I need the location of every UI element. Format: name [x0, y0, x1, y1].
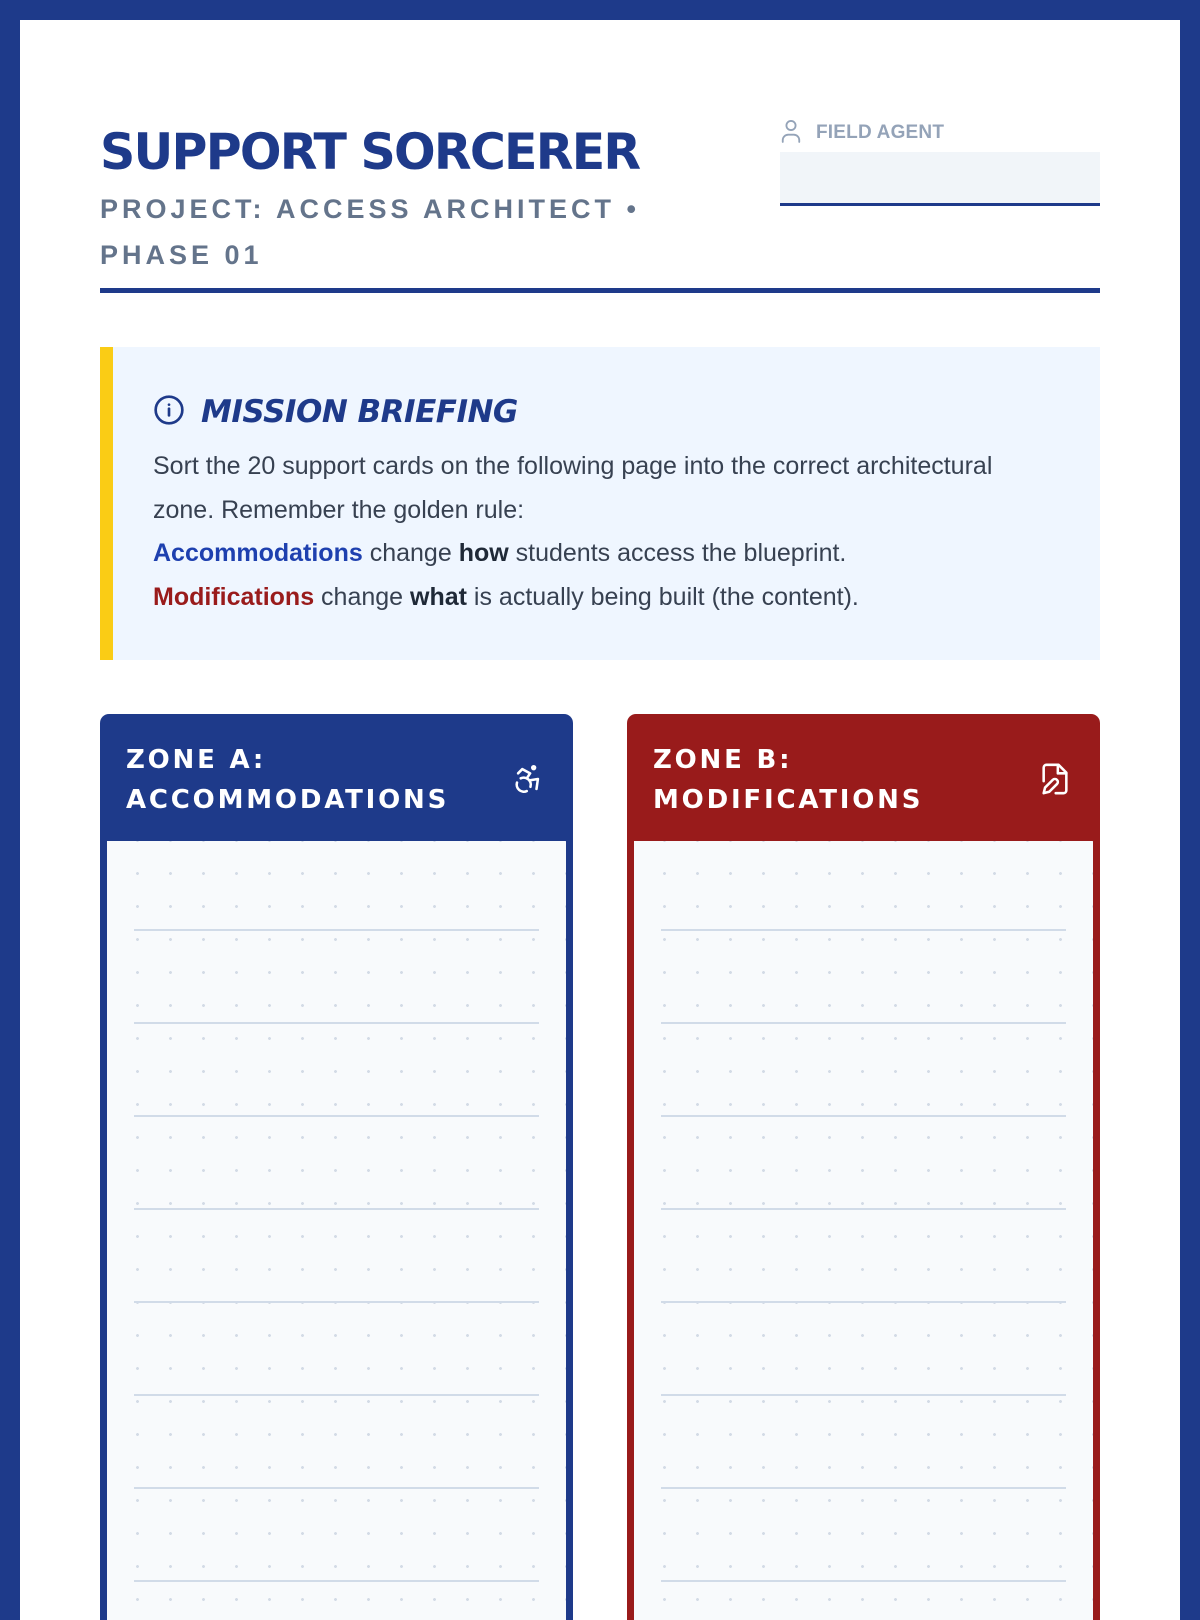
rule-modifications	[153, 576, 1060, 620]
zone-a-dropzone[interactable]	[107, 841, 566, 1620]
worksheet-page	[20, 20, 1180, 1620]
writing-line	[661, 1208, 1066, 1210]
writing-line	[661, 1301, 1066, 1303]
field-agent-input[interactable]	[780, 152, 1100, 206]
writing-line	[661, 1580, 1066, 1582]
user-icon	[780, 118, 802, 149]
keyword-what: what	[410, 582, 467, 611]
zone-a-header	[100, 714, 573, 841]
briefing-title: MISSION BRIEFING	[201, 394, 518, 430]
writing-line	[134, 1022, 539, 1024]
rule-text: change	[314, 582, 411, 611]
writing-line	[134, 1208, 539, 1210]
info-icon	[153, 394, 185, 431]
briefing-intro: Sort the 20 support cards on the following page into the correct architectural zone. Remember the golden rule:	[153, 452, 993, 524]
modifications-term: Modifications	[153, 582, 315, 611]
writing-line	[134, 929, 539, 931]
writing-line	[661, 1394, 1066, 1396]
accessibility-icon	[511, 762, 545, 796]
accommodations-term: Accommodations	[153, 539, 363, 567]
writing-line	[661, 929, 1066, 931]
rule-text: is actually being built (the content).	[466, 582, 859, 611]
writing-line	[661, 1487, 1066, 1489]
header-divider	[100, 288, 1100, 293]
writing-line	[134, 1394, 539, 1396]
mission-briefing	[100, 347, 1100, 660]
zone-a-panel	[100, 714, 573, 1620]
rule-text: students access the blueprint.	[508, 539, 847, 567]
rule-accommodations	[153, 532, 1060, 576]
writing-line	[661, 1115, 1066, 1117]
writing-line	[134, 1301, 539, 1303]
writing-line	[134, 1487, 539, 1489]
keyword-how: how	[458, 539, 509, 567]
zone-b-title: ZONE B: MODIFICATIONS	[653, 745, 924, 815]
zone-b-header	[627, 714, 1100, 841]
briefing-body	[153, 445, 1060, 619]
zone-b-panel	[627, 714, 1100, 1620]
page-title: SUPPORT SORCERER	[100, 123, 640, 181]
page-subtitle: PROJECT: ACCESS ARCHITECT • PHASE 01	[100, 194, 640, 270]
field-agent-group	[780, 118, 1100, 206]
zone-b-dropzone[interactable]	[634, 841, 1093, 1620]
zone-a-title: ZONE A: ACCOMMODATIONS	[126, 745, 450, 815]
field-agent-label: FIELD AGENT	[816, 122, 945, 143]
writing-line	[661, 1022, 1066, 1024]
rule-text: change	[362, 539, 459, 567]
writing-line	[134, 1580, 539, 1582]
file-edit-icon	[1038, 762, 1072, 796]
writing-line	[134, 1115, 539, 1117]
